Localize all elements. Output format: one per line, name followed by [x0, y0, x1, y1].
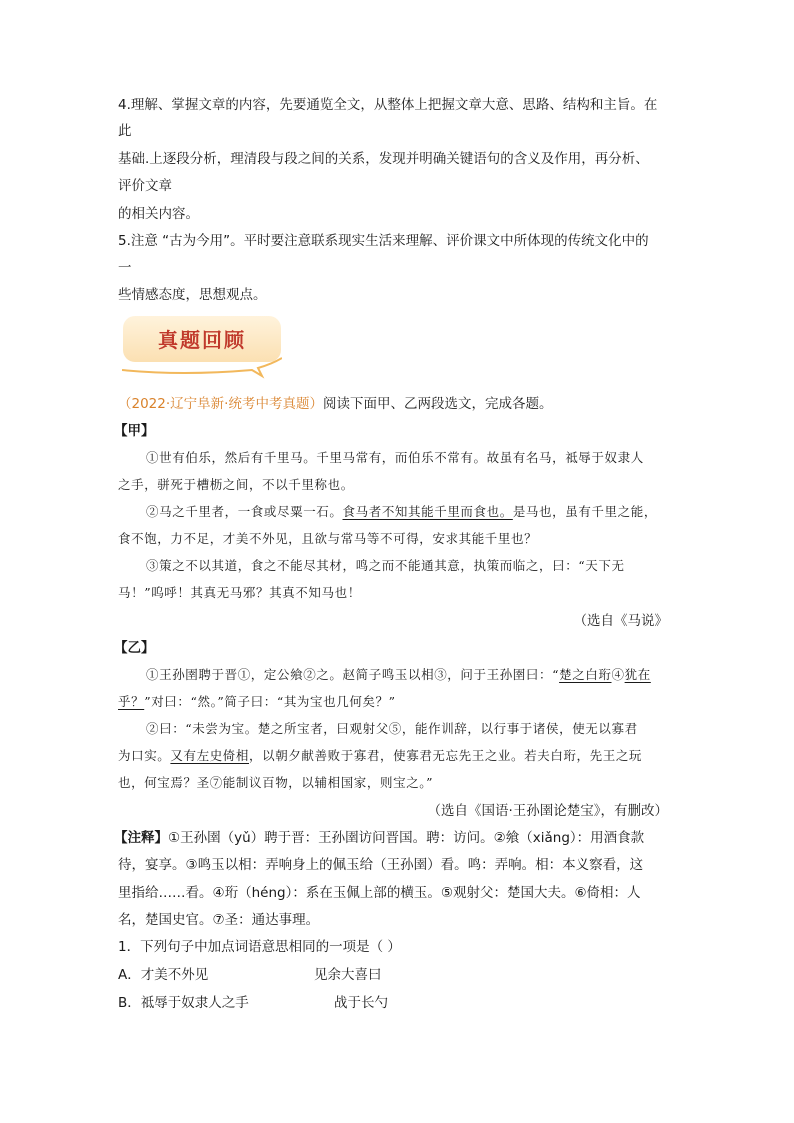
notes-line	[114, 829, 644, 847]
notes-line: 名，楚国史官。⑦圣：通达事理。	[118, 912, 320, 928]
banner-title: 真题回顾	[158, 328, 246, 352]
notes-text: ①王孙圉（yǔ）聘于晋：王孙圉访问晋国。聘：访问。②飨（xiǎng）：用酒食款	[168, 830, 645, 846]
passage-line: 也，何宝焉？圣⑦能制议百物，以辅相国家，则宝之。”	[118, 775, 434, 790]
notes-label: 【注释】	[114, 830, 168, 846]
passage-line: 马！”呜呼！其真无马邪？其真不知马也！	[118, 585, 361, 600]
section-header-jia: 【甲】	[114, 423, 155, 439]
underlined-phrase: 犹在	[624, 667, 651, 682]
underlined-phrase: 楚之白珩	[559, 667, 612, 682]
passage-text: ①王孙圉聘于晋①，定公飨②之。赵简子鸣玉以相③，问于王孙圉曰：“	[146, 667, 560, 682]
intro-line: 此	[118, 123, 132, 139]
intro-line: 些情感态度，思想观点。	[118, 287, 267, 303]
passage-line	[146, 666, 651, 684]
passage-line	[146, 503, 657, 521]
intro-line: 评价文章	[118, 178, 172, 194]
option-a-left: A．才美不外见	[118, 967, 209, 983]
underlined-phrase: 又有左史倚相	[170, 748, 250, 763]
question-source: （2022·辽宁阜新·统考中考真题）	[118, 396, 323, 412]
intro-line: 5.注意 “古为今用”。平时要注意联系现实生活来理解、评价课文中所体现的传统文化中的	[118, 233, 649, 249]
passage-line: ②曰：“未尝为宝。楚之所宝者，曰观射父⑤，能作训辞，以行事于诸侯，使无以寡君	[146, 721, 638, 736]
option-a-right: 见余大喜曰	[314, 967, 382, 983]
question-instruction: 阅读下面甲、乙两段选文，完成各题。	[322, 396, 553, 412]
passage-line: ①世有伯乐，然后有千里马。千里马常有，而伯乐不常有。故虽有名马，祗辱于奴隶人	[146, 450, 644, 465]
intro-line: 4.理解、掌握文章的内容，先要通览全文，从整体上把握文章大意、思路、结构和主旨。在	[118, 97, 658, 113]
passage-line: 之手，骈死于槽枥之间，不以千里称也。	[118, 477, 354, 492]
source-citation: （选自《国语·王孙圉论楚宝》，有删改）	[427, 803, 668, 819]
intro-line: 基础.上逐段分析，理清段与段之间的关系，发现并明确关键语句的含义及作用，再分析、	[118, 151, 649, 167]
passage-line	[118, 747, 642, 765]
passage-text: ②马之千里者，一食或尽粟一石。	[146, 504, 343, 519]
passage-text: ，以朝夕献善败于寡君，使寡君无忘先王之业。若夫白珩，先王之玩	[249, 748, 643, 763]
passage-line: 食不饱，力不足，才美不外见，且欲与常马等不可得，安求其能千里也？	[118, 531, 538, 546]
section-header-yi: 【乙】	[114, 640, 155, 656]
section-banner	[122, 314, 282, 380]
option-b-right: 战于长勺	[334, 995, 388, 1011]
question-intro	[118, 395, 552, 413]
notes-line: 里指给……看。④珩（héng）：系在玉佩上部的横玉。⑤观射父：楚国大夫。⑥倚相：人	[118, 885, 641, 901]
passage-text: 为口实。	[118, 748, 171, 763]
passage-line	[118, 693, 396, 711]
option-b-left: B．祗辱于奴隶人之手	[118, 995, 249, 1011]
underlined-sentence: 食马者不知其能千里而食也。	[342, 504, 513, 519]
footnote-mark: ④	[611, 667, 625, 682]
underlined-phrase: 乎？	[118, 694, 145, 709]
passage-text: ”对曰：“然。”简子曰：“其为宝也几何矣？”	[144, 694, 396, 709]
intro-line: 一	[118, 260, 132, 276]
question-stem: 1．下列句子中加点词语意思相同的一项是（ ）	[118, 939, 401, 955]
passage-text: 是马也，虽有千里之能，	[512, 504, 657, 519]
notes-line: 待，宴享。③鸣玉以相：弄响身上的佩玉给（王孙圉）看。鸣：弄响。相：本义察看，这	[118, 857, 644, 873]
passage-line: ③策之不以其道，食之不能尽其材，鸣之而不能通其意，执策而临之，曰：“天下无	[146, 558, 625, 573]
intro-line: 的相关内容。	[118, 206, 199, 222]
source-citation: （选自《马说》	[573, 613, 668, 629]
